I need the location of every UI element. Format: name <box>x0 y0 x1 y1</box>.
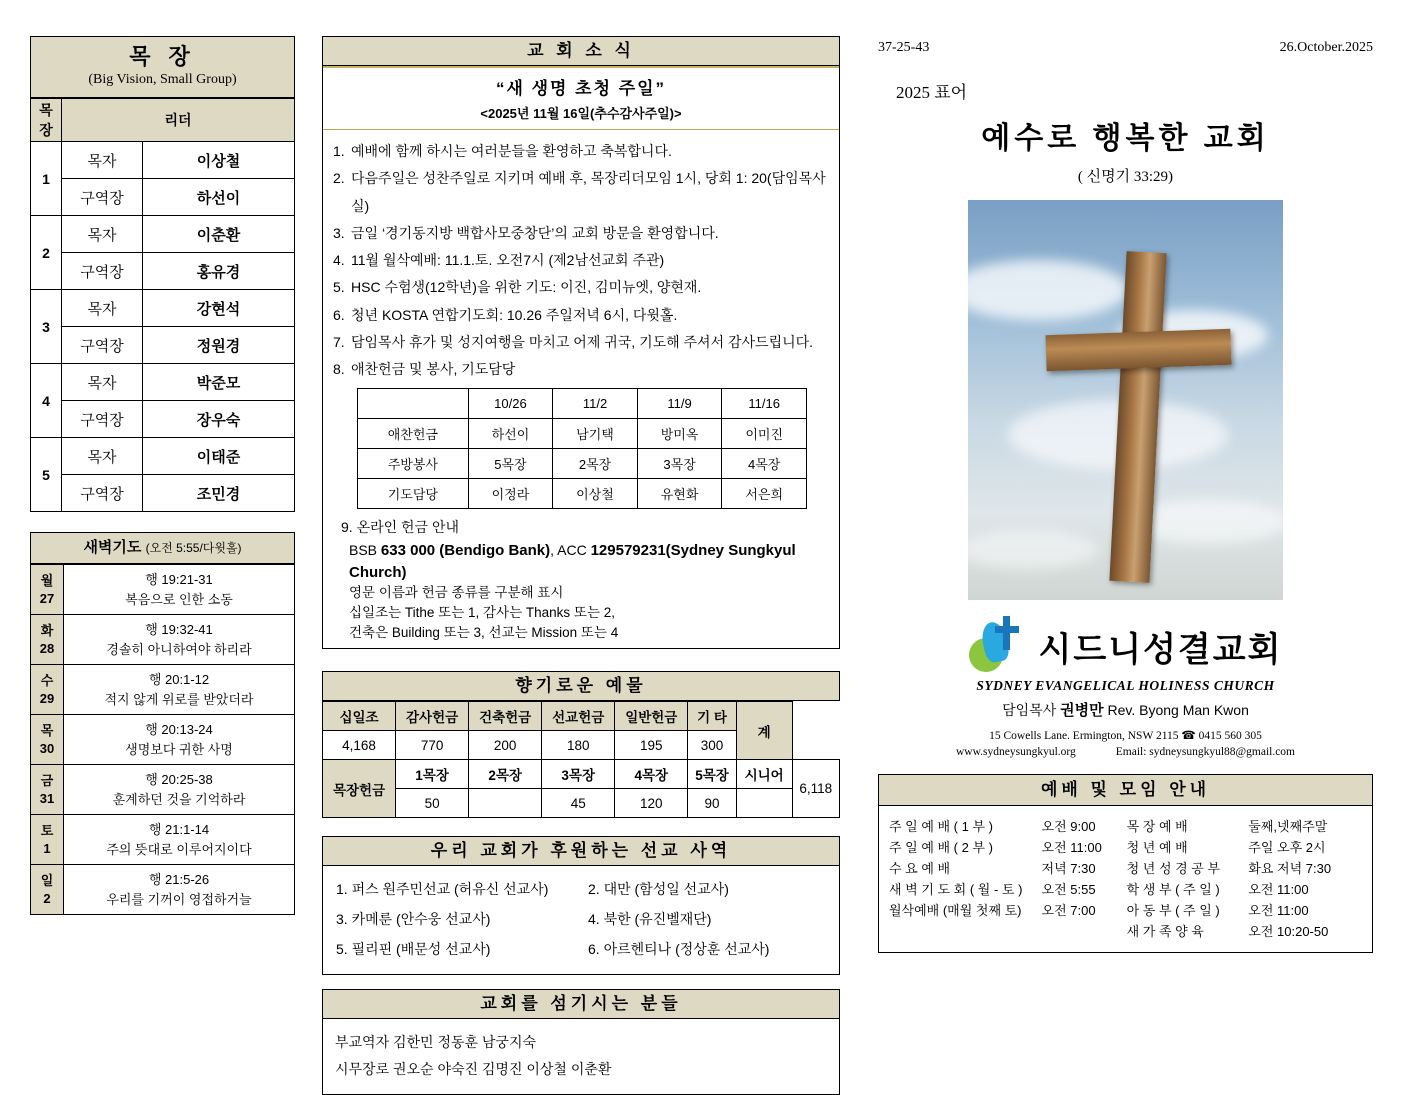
news-list <box>323 130 839 384</box>
cross-icon <box>995 626 1019 633</box>
offering-header: 감사헌금 <box>396 702 469 731</box>
duty-cell: 3목장 <box>637 448 722 478</box>
table-row <box>31 253 295 290</box>
dawn-prayer-title-text: 새벽기도 <box>83 539 142 556</box>
acc-value: 129579231(Sydney Sungkyul Church) <box>349 541 796 581</box>
servers-section <box>322 989 840 1095</box>
offering-header: 십일조 <box>323 702 396 731</box>
worship-col-times <box>1038 816 1123 942</box>
list-item-number: 4. <box>333 252 345 269</box>
cross-horizontal-beam <box>1045 329 1231 371</box>
slogan-year: 2025 표어 <box>896 83 968 102</box>
mokjang-leader: 홍유경 <box>143 253 295 290</box>
duty-header: 11/9 <box>637 388 722 418</box>
duty-header <box>358 388 469 418</box>
mokjang-offering-header: 3목장 <box>542 760 615 789</box>
table-row <box>323 760 840 789</box>
duty-cell: 남기택 <box>553 418 638 448</box>
worship-col-group-times <box>1244 816 1366 942</box>
worship-schedule <box>878 774 1373 953</box>
mokjang-role: 구역장 <box>62 179 143 216</box>
table-row <box>358 478 807 508</box>
worship-schedule-body <box>879 806 1372 952</box>
church-logo-icon <box>969 616 1031 676</box>
bsb-label: BSB <box>349 541 378 558</box>
mokjang-role: 목자 <box>62 290 143 327</box>
list-item <box>333 274 831 301</box>
church-name-ko: 시드니성결교회 <box>1038 630 1283 669</box>
offering-header: 선교헌금 <box>542 702 615 731</box>
worship-group-time: 오전 11:00 <box>1248 882 1309 898</box>
online-note-3: 건축은 Building 또는 3, 선교는 Mission 또는 4 <box>349 624 619 640</box>
mokjang-number: 5 <box>31 438 62 512</box>
mokjang-table <box>30 98 295 512</box>
mission-item: 5. 필리핀 (배문성 선교사) <box>336 941 491 958</box>
list-item-text: 다음주일은 성찬주일로 지키며 예배 후, 목장리더모임 1시, 당회 1: 20(담임목사실) <box>351 170 826 214</box>
dawn-reading: 행 19:21-31 복음으로 인한 소동 <box>64 565 295 615</box>
worship-col-services <box>885 816 1038 942</box>
duty-cell: 방미옥 <box>637 418 722 448</box>
list-item-text: 예배에 함께 하시는 여러분들을 환영하고 축복합니다. <box>351 143 672 159</box>
cross-photo <box>968 200 1283 600</box>
servers-line-2: 시무장로 권오순 야숙진 김명진 이상철 이춘환 <box>335 1060 612 1077</box>
offerings-table <box>322 701 840 818</box>
list-item <box>333 220 831 247</box>
list-item-number: 6. <box>333 306 345 323</box>
offering-header: 기 타 <box>688 702 736 731</box>
table-row <box>31 142 295 179</box>
worship-service-time: 오전 7:00 <box>1041 903 1096 919</box>
worship-service-time: 오전 11:00 <box>1041 840 1102 856</box>
list-item-text: 애찬헌금 및 봉사, 기도담당 <box>351 361 516 378</box>
table-row <box>31 815 295 865</box>
church-website[interactable]: www.sydneysungkyul.org <box>955 746 1076 758</box>
mokjang-role: 목자 <box>62 364 143 401</box>
pastor-label: 담임목사 <box>1002 702 1057 718</box>
worship-group-time: 오전 10:20-50 <box>1248 924 1329 940</box>
bulletin-date: 26.October.2025 <box>1279 40 1373 55</box>
mokjang-offering-value: 50 <box>396 789 469 818</box>
offering-value: 770 <box>396 731 469 760</box>
duty-cell: 주방봉사 <box>358 448 469 478</box>
worship-group-name: 학 생 부 ( 주 일 ) <box>1126 882 1220 898</box>
mokjang-header-leader: 리더 <box>62 99 295 142</box>
mokjang-offering-header: 2목장 <box>469 760 542 789</box>
list-item-text: 금일 ‘경기동지방 백합사모중창단’의 교회 방문을 환영합니다. <box>351 224 719 241</box>
offering-header: 일반헌금 <box>615 702 688 731</box>
bsb-value: 633 000 (Bendigo Bank) <box>380 541 551 559</box>
list-item-number: 8. <box>333 361 345 378</box>
mokjang-number: 1 <box>31 142 62 216</box>
offering-value: 195 <box>615 731 688 760</box>
mokjang-leader: 이태준 <box>143 438 295 475</box>
dawn-prayer-title <box>30 532 295 564</box>
worship-service-name: 주 일 예 배 ( 2 부 ) <box>889 840 993 856</box>
missions-table <box>335 874 827 964</box>
table-row <box>335 874 827 904</box>
mokjang-leader: 정원경 <box>143 327 295 364</box>
worship-service-time: 오전 9:00 <box>1041 819 1096 834</box>
dawn-day: 금 31 <box>31 765 64 815</box>
worship-group-name: 아 동 부 ( 주 일 ) <box>1126 903 1220 919</box>
mission-item: 4. 북한 (유진벨재단) <box>588 911 712 928</box>
mokjang-number: 3 <box>31 290 62 364</box>
mokjang-title-en: (Big Vision, Small Group) <box>88 71 237 87</box>
mokjang-title-ko: 목 장 <box>129 44 196 69</box>
dawn-prayer-section <box>30 532 295 915</box>
table-row <box>358 388 807 418</box>
church-name-en: SYDNEY EVANGELICAL HOLINESS CHURCH <box>976 678 1275 693</box>
offerings-section <box>322 671 840 818</box>
dawn-prayer-subtitle: (오전 5:55/다윗홀) <box>145 541 242 555</box>
dawn-reading: 행 21:1-14 주의 뜻대로 이루어지이다 <box>64 815 295 865</box>
news-box <box>322 66 840 649</box>
dawn-day: 수 29 <box>31 665 64 715</box>
table-row <box>31 290 295 327</box>
dawn-reading: 행 20:25-38 훈계하던 것을 기억하라 <box>64 765 295 815</box>
mokjang-offering-value <box>469 789 542 818</box>
church-contact <box>878 746 1373 758</box>
church-address: 15 Cowells Lane. Ermington, NSW 2115 ☎ 0415 560 305 <box>989 730 1262 742</box>
dawn-reading: 행 20:1-12 적지 않게 위로를 받았더라 <box>64 665 295 715</box>
duty-cell: 이미진 <box>722 418 807 448</box>
list-item-number: 1. <box>333 143 345 159</box>
table-row <box>31 765 295 815</box>
mokjang-number: 2 <box>31 216 62 290</box>
bulletin-header <box>878 40 1373 56</box>
table-row <box>31 665 295 715</box>
table-row <box>335 904 827 934</box>
table-row <box>31 401 295 438</box>
slogan-main: 예수로 행복한 교회 <box>981 122 1270 155</box>
mokjang-offering-value <box>736 789 792 818</box>
duty-cell: 이정라 <box>468 478 553 508</box>
missions-title: 우리 교회가 후원하는 선교 사역 <box>322 836 840 866</box>
servers-title: 교회를 섬기시는 분들 <box>322 989 840 1019</box>
offering-header: 건축헌금 <box>469 702 542 731</box>
mokjang-header-num: 목 장 <box>31 99 62 142</box>
dawn-reading: 행 20:13-24 생명보다 귀한 사명 <box>64 715 295 765</box>
table-row <box>358 418 807 448</box>
mokjang-leader: 박준모 <box>143 364 295 401</box>
mokjang-offering-value: 120 <box>615 789 688 818</box>
mokjang-offering-header: 1목장 <box>396 760 469 789</box>
list-item <box>333 302 831 329</box>
dawn-reading: 행 21:5-26 우리를 기꺼이 영접하거늘 <box>64 865 295 915</box>
servers-box <box>322 1019 840 1095</box>
church-logo <box>878 616 1373 676</box>
news-header-line2: <2025년 11월 16일(추수감사주일)> <box>480 106 682 121</box>
duty-cell: 5목장 <box>468 448 553 478</box>
mokjang-leader: 이상철 <box>143 142 295 179</box>
table-row <box>31 216 295 253</box>
table-row <box>31 475 295 512</box>
duty-cell: 유현화 <box>637 478 722 508</box>
worship-schedule-title: 예배 및 모임 안내 <box>879 775 1372 806</box>
table-row <box>31 865 295 915</box>
table-row <box>31 715 295 765</box>
mission-item: 3. 카메룬 (안수웅 선교사) <box>336 911 491 928</box>
list-item-number: 5. <box>333 279 345 296</box>
cloud-shape <box>968 260 1128 320</box>
worship-group-name: 새 가 족 양 육 <box>1126 924 1204 940</box>
mokjang-offering-header: 시니어 <box>736 760 792 789</box>
worship-group-time: 화요 저녁 7:30 <box>1248 861 1332 877</box>
list-item <box>333 329 831 356</box>
dawn-day: 월 27 <box>31 565 64 615</box>
mokjang-leader: 조민경 <box>143 475 295 512</box>
list-item <box>333 356 831 383</box>
worship-group-name: 목 장 예 배 <box>1126 819 1188 834</box>
offering-value: 300 <box>688 731 736 760</box>
mokjang-leader: 장우숙 <box>143 401 295 438</box>
dawn-reading: 행 19:32-41 경솔히 아니하여야 하리라 <box>64 615 295 665</box>
table-row <box>323 702 840 731</box>
mokjang-role: 구역장 <box>62 253 143 290</box>
duty-cell: 기도담당 <box>358 478 469 508</box>
worship-group-time: 둘째,넷째주말 <box>1248 819 1328 834</box>
table-row <box>31 438 295 475</box>
table-row <box>323 789 840 818</box>
online-note-2: 십일조는 Tithe 또는 1, 감사는 Thanks 또는 2, <box>349 605 616 621</box>
mokjang-role: 목자 <box>62 216 143 253</box>
dawn-day: 일 2 <box>31 865 64 915</box>
mokjang-role: 목자 <box>62 142 143 179</box>
acc-label: ACC <box>557 541 587 558</box>
duty-cell: 서은희 <box>722 478 807 508</box>
left-column <box>30 36 295 915</box>
list-item <box>333 247 831 274</box>
worship-group-time: 주일 오후 2시 <box>1248 840 1326 856</box>
list-item-number: 2. <box>333 170 345 187</box>
news-title: 교 회 소 식 <box>322 36 840 66</box>
offering-value: 200 <box>469 731 542 760</box>
mokjang-leader: 하선이 <box>143 179 295 216</box>
mokjang-offering-header: 5목장 <box>688 760 736 789</box>
list-item-text: 담임목사 휴가 및 성지여행을 마치고 어제 귀국, 기도해 주셔서 감사드립니다. <box>351 334 814 351</box>
mission-item: 2. 대만 (함성일 선교사) <box>588 881 729 898</box>
offering-total: 6,118 <box>792 760 839 818</box>
duty-header: 11/2 <box>553 388 638 418</box>
mission-item: 1. 퍼스 원주민선교 (허유신 선교사) <box>336 881 549 898</box>
pastor-name-en: Rev. Byong Man Kwon <box>1107 702 1249 718</box>
mokjang-leader: 이춘환 <box>143 216 295 253</box>
worship-service-name: 주 일 예 배 ( 1 부 ) <box>889 819 993 834</box>
table-row <box>31 179 295 216</box>
dawn-day: 목 30 <box>31 715 64 765</box>
online-note-1: 영문 이름과 헌금 종류를 구분해 표시 <box>349 585 564 601</box>
mokjang-title <box>30 36 295 98</box>
duty-cell: 2목장 <box>553 448 638 478</box>
worship-service-time: 저녁 7:30 <box>1041 861 1096 877</box>
table-row <box>31 364 295 401</box>
list-item-text: HSC 수험생(12학년)을 위한 기도: 이진, 김미뉴엣, 양현재. <box>351 279 702 296</box>
issue-number: 37-25-43 <box>878 40 930 55</box>
missions-box <box>322 866 840 975</box>
duty-table <box>357 388 807 509</box>
list-item <box>333 165 831 220</box>
offering-value: 180 <box>542 731 615 760</box>
mokjang-role: 구역장 <box>62 327 143 364</box>
mokjang-offering-value: 45 <box>542 789 615 818</box>
list-item-number: 7. <box>333 334 345 351</box>
pastor-line <box>878 699 1373 720</box>
mokjang-role: 목자 <box>62 438 143 475</box>
bank-details: BSB 633 000 (Bendigo Bank), ACC 129579231(Sydney Sungkyul Church) <box>349 541 796 581</box>
news-header-line1: “새 생명 초청 주일” <box>495 79 667 98</box>
mokjang-leader: 강현석 <box>143 290 295 327</box>
mokjang-role: 구역장 <box>62 401 143 438</box>
offering-value: 4,168 <box>323 731 396 760</box>
list-item <box>333 138 831 165</box>
table-row <box>31 565 295 615</box>
slogan-reference: ( 신명기 33:29) <box>1077 169 1174 185</box>
duty-cell: 이상철 <box>553 478 638 508</box>
dawn-prayer-table <box>30 564 295 915</box>
mokjang-offering-header: 4목장 <box>615 760 688 789</box>
duty-cell: 하선이 <box>468 418 553 448</box>
offering-header-total: 계 <box>736 702 792 760</box>
online-offering-block <box>323 517 839 642</box>
worship-service-time: 오전 5:55 <box>1041 882 1096 898</box>
news-header <box>323 66 839 130</box>
list-item-text: 청년 KOSTA 연합기도회: 10.26 주일저녁 6시, 다윗홀. <box>351 306 678 323</box>
table-row <box>358 448 807 478</box>
mission-item: 6. 아르헨티나 (정상훈 선교사) <box>588 941 770 958</box>
worship-col-groups <box>1123 816 1245 942</box>
church-email[interactable]: Email: sydneysungkyul88@gmail.com <box>1115 746 1296 758</box>
duty-cell: 4목장 <box>722 448 807 478</box>
worship-service-name: 수 요 예 배 <box>889 861 951 877</box>
table-row <box>31 615 295 665</box>
worship-service-name: 월삭예배 (매월 첫째 토) <box>889 903 1022 919</box>
mokjang-number: 4 <box>31 364 62 438</box>
mokjang-offering-label: 목장헌금 <box>323 760 396 818</box>
worship-group-time: 오전 11:00 <box>1248 903 1309 919</box>
duty-cell: 애찬헌금 <box>358 418 469 448</box>
mokjang-offering-value: 90 <box>688 789 736 818</box>
cross-icon <box>1003 616 1010 650</box>
dawn-day: 토 1 <box>31 815 64 865</box>
online-offering-head: 9. 온라인 헌금 안내 <box>341 518 460 535</box>
pastor-name-ko: 권병만 <box>1060 702 1104 719</box>
duty-header: 11/16 <box>722 388 807 418</box>
list-item-number: 3. <box>333 224 345 241</box>
list-item-text: 11월 월삭예배: 11.1.토. 오전7시 (제2남선교회 주관) <box>351 252 665 269</box>
right-column <box>878 40 1373 953</box>
table-row <box>335 934 827 964</box>
duty-header: 10/26 <box>468 388 553 418</box>
servers-line-1: 부교역자 김한민 정동훈 남궁지숙 <box>335 1034 537 1051</box>
middle-column <box>322 36 840 1095</box>
worship-group-name: 청 년 예 배 <box>1126 840 1188 856</box>
worship-service-name: 새 벽 기 도 회 ( 월 - 토 ) <box>889 882 1023 898</box>
mokjang-role: 구역장 <box>62 475 143 512</box>
dawn-day: 화 28 <box>31 615 64 665</box>
missions-section <box>322 836 840 975</box>
offerings-title: 향기로운 예물 <box>322 671 840 701</box>
cloud-shape <box>968 530 1098 570</box>
worship-group-name: 청 년 성 경 공 부 <box>1126 861 1221 877</box>
table-row <box>31 327 295 364</box>
